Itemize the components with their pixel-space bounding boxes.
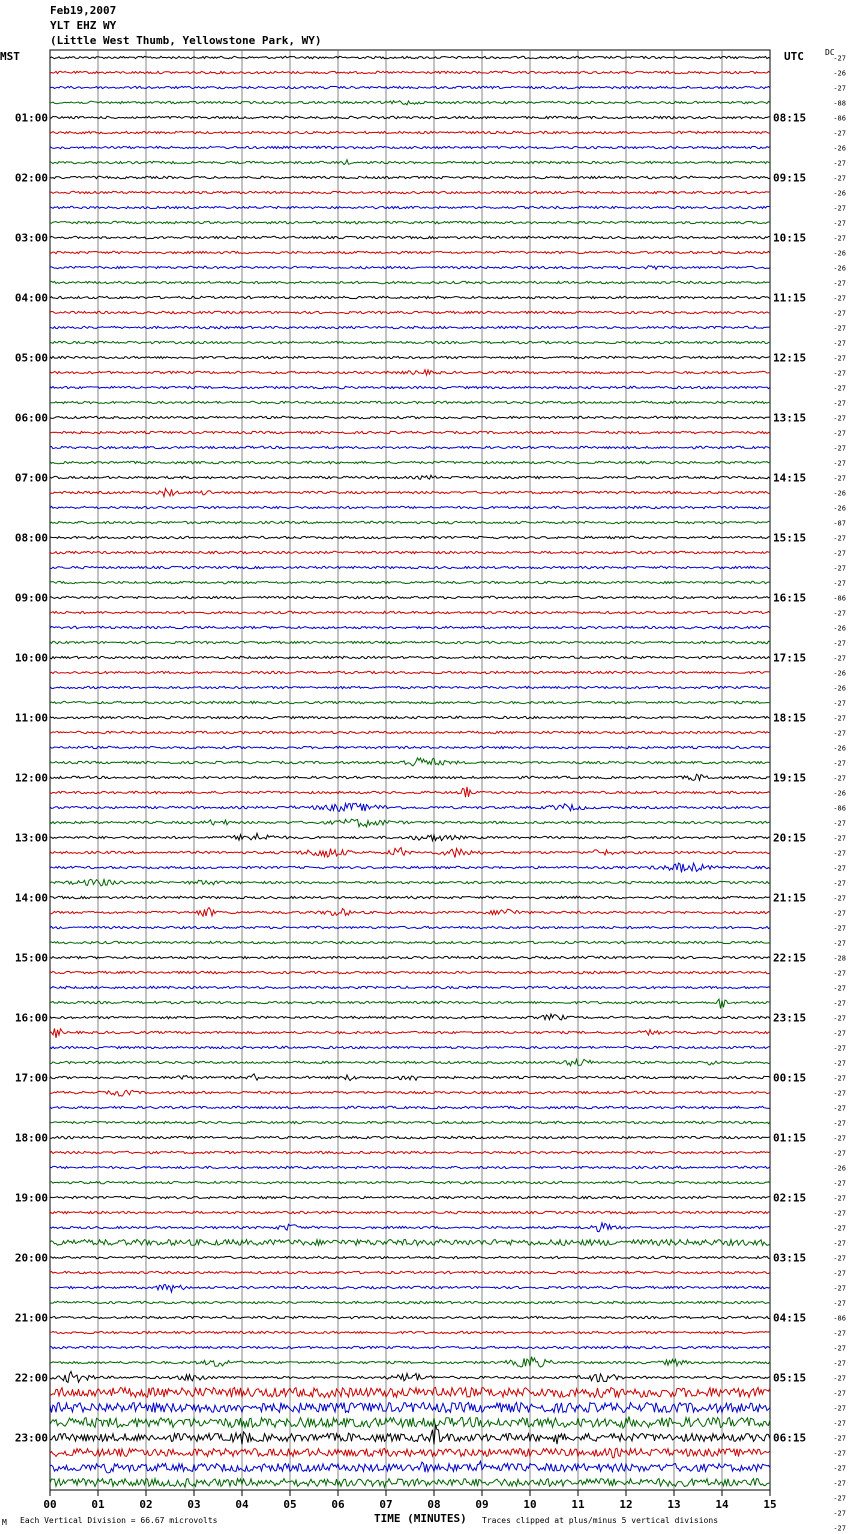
dc-offset-label: -27 — [833, 234, 846, 243]
seismic-trace — [50, 221, 770, 223]
dc-offset-label: -27 — [833, 1359, 846, 1368]
seismic-trace — [50, 431, 770, 433]
seismic-trace — [50, 731, 770, 733]
seismic-trace — [50, 146, 770, 148]
seismic-trace — [50, 1357, 770, 1367]
dc-offset-label: -27 — [833, 1269, 846, 1278]
dc-offset-label: -27 — [833, 339, 846, 348]
hour-label-utc: 14:15 — [773, 471, 807, 485]
dc-offset-label: -27 — [833, 864, 846, 873]
seismic-trace — [50, 1403, 770, 1413]
dc-offset-label: -27 — [833, 1239, 846, 1248]
seismic-trace — [50, 131, 770, 133]
x-tick-label: 08 — [427, 1498, 441, 1511]
dc-offset-label: -27 — [833, 159, 846, 168]
seismic-trace — [50, 819, 770, 827]
hour-label-utc: 11:15 — [773, 291, 807, 305]
seismic-trace — [50, 787, 770, 797]
seismic-trace — [50, 551, 770, 553]
x-tick-label: 09 — [475, 1498, 489, 1511]
seismic-trace — [50, 863, 770, 872]
dc-offset-label: -27 — [833, 1089, 846, 1098]
hour-label-utc: 00:15 — [773, 1071, 807, 1085]
dc-offset-label: -26 — [833, 669, 846, 678]
dc-offset-label: -27 — [833, 654, 846, 663]
dc-offset-label: -27 — [833, 129, 846, 138]
dc-offset-label: -27 — [833, 1284, 846, 1293]
dc-offset-label: -27 — [833, 474, 846, 483]
seismic-trace — [50, 206, 770, 208]
dc-offset-label: -27 — [833, 999, 846, 1008]
hour-label-mst: 06:00 — [14, 411, 48, 425]
hour-label-mst: 07:00 — [14, 471, 48, 485]
dc-offset-label: -27 — [833, 1479, 846, 1488]
dc-offset-label: -27 — [833, 924, 846, 933]
dc-offset-label: -27 — [833, 279, 846, 288]
hour-label-mst: 14:00 — [14, 891, 48, 905]
seismic-trace — [50, 191, 770, 193]
hour-label-utc: 08:15 — [773, 111, 807, 125]
hour-label-utc: 23:15 — [773, 1011, 807, 1025]
left-timezone-label: MST — [0, 50, 20, 63]
hour-label-utc: 20:15 — [773, 831, 807, 845]
dc-offset-label: -27 — [833, 444, 846, 453]
x-tick-label: 12 — [619, 1498, 633, 1511]
x-tick-label: 00 — [43, 1498, 57, 1511]
dc-offset-label: -27 — [833, 399, 846, 408]
seismic-trace — [50, 251, 770, 253]
seismic-trace — [50, 475, 770, 479]
seismic-trace — [50, 1316, 770, 1318]
dc-offset-label: -27 — [833, 549, 846, 558]
seismic-trace — [50, 281, 770, 283]
dc-offset-label: -27 — [833, 714, 846, 723]
x-tick-label: 01 — [91, 1498, 105, 1511]
seismic-trace — [50, 1271, 770, 1273]
seismic-trace — [50, 656, 770, 658]
plot-date: Feb19,2007 — [50, 4, 117, 17]
x-tick-label: 05 — [283, 1498, 297, 1511]
seismic-trace — [50, 1417, 770, 1429]
dc-offset-label: -27 — [833, 699, 846, 708]
x-axis — [43, 1490, 776, 1511]
hour-label-mst: 02:00 — [14, 171, 48, 185]
dc-offset-label: -27 — [833, 1509, 846, 1518]
hour-label-utc: 01:15 — [773, 1131, 807, 1145]
right-timezone-label: UTC — [784, 50, 804, 63]
x-tick-label: 06 — [331, 1498, 345, 1511]
seismic-trace — [50, 848, 770, 858]
dc-offset-label: -27 — [833, 1524, 846, 1533]
dc-offset-label: -26 — [833, 1164, 846, 1173]
dc-offset-label: -87 — [833, 519, 846, 528]
station-location: (Little West Thumb, Yellowstone Park, WY) — [50, 34, 322, 47]
hour-label-mst: 05:00 — [14, 351, 48, 365]
seismic-trace — [50, 671, 770, 673]
hour-label-mst: 13:00 — [14, 831, 48, 845]
seismic-trace — [50, 941, 770, 943]
dc-offset-label: -27 — [833, 174, 846, 183]
seismic-trace — [50, 566, 770, 568]
seismic-trace — [50, 1106, 770, 1108]
dc-offset-label: -27 — [833, 729, 846, 738]
dc-offset-label: -27 — [833, 834, 846, 843]
seismic-trace — [50, 341, 770, 343]
hour-label-mst: 11:00 — [14, 711, 48, 725]
dc-offset-label: -86 — [833, 804, 846, 813]
dc-offset-label: -27 — [833, 219, 846, 228]
x-tick-label: 07 — [379, 1498, 393, 1511]
trace-group — [50, 56, 770, 1487]
dc-offset-label: -26 — [833, 144, 846, 153]
seismic-trace — [50, 626, 770, 628]
seismic-trace — [50, 701, 770, 703]
hour-label-mst: 18:00 — [14, 1131, 48, 1145]
dc-offset-label: -28 — [833, 954, 846, 963]
seismic-trace — [50, 581, 770, 583]
seismic-trace — [50, 461, 770, 463]
hour-label-utc: 21:15 — [773, 891, 807, 905]
seismic-trace — [50, 296, 770, 298]
dc-offset-label: -26 — [833, 189, 846, 198]
dc-offset-label: -27 — [833, 849, 846, 858]
dc-offset-label: -27 — [833, 1194, 846, 1203]
dc-offset-label: -27 — [833, 639, 846, 648]
seismic-trace — [50, 1301, 770, 1303]
seismic-trace — [50, 596, 770, 598]
seismic-trace — [50, 1136, 770, 1138]
dc-offset-label: -27 — [833, 819, 846, 828]
dc-offset-label: -26 — [833, 489, 846, 498]
seismic-trace — [50, 416, 770, 418]
dc-offset-label: -27 — [833, 369, 846, 378]
hour-label-utc: 05:15 — [773, 1371, 807, 1385]
seismic-trace — [50, 1059, 770, 1066]
hour-label-utc: 18:15 — [773, 711, 807, 725]
seismic-trace — [50, 176, 770, 178]
dc-offset-label: -27 — [833, 984, 846, 993]
hour-label-mst: 22:00 — [14, 1371, 48, 1385]
seismic-trace — [50, 1240, 770, 1246]
seismic-trace — [50, 1448, 770, 1458]
seismic-trace — [50, 521, 770, 523]
dc-offset-label: -27 — [833, 1464, 846, 1473]
dc-offset-label: -27 — [833, 309, 846, 318]
seismic-trace — [50, 686, 770, 688]
dc-offset-label: -26 — [833, 744, 846, 753]
hour-label-utc: 22:15 — [773, 951, 807, 965]
seismic-trace — [50, 1371, 770, 1382]
x-tick-label: 15 — [763, 1498, 777, 1511]
seismic-trace — [50, 1074, 770, 1081]
dc-offset-label: -27 — [833, 414, 846, 423]
seismic-trace — [50, 1046, 770, 1048]
seismic-trace — [50, 266, 770, 270]
dc-offset-label: -27 — [833, 1374, 846, 1383]
dc-offset-label: -86 — [833, 1314, 846, 1323]
seismic-trace — [50, 86, 770, 88]
dc-offset-label: -26 — [833, 624, 846, 633]
dc-offset-label: -26 — [833, 249, 846, 258]
dc-offset-label: -27 — [833, 1254, 846, 1263]
seismic-trace — [50, 311, 770, 313]
hour-label-utc: 12:15 — [773, 351, 807, 365]
dc-offset-label: -27 — [833, 1119, 846, 1128]
dc-offset-label: -27 — [833, 459, 846, 468]
x-axis-title: TIME (MINUTES) — [374, 1512, 467, 1525]
dc-offset-label: -26 — [833, 504, 846, 513]
seismic-trace — [50, 1461, 770, 1473]
seismic-trace — [50, 1285, 770, 1292]
seismic-trace — [50, 879, 770, 886]
seismic-trace — [50, 1425, 770, 1445]
hour-label-mst: 20:00 — [14, 1251, 48, 1265]
dc-offset-label: -27 — [833, 384, 846, 393]
seismic-trace — [50, 956, 770, 958]
hour-label-utc: 10:15 — [773, 231, 807, 245]
seismic-trace — [50, 536, 770, 538]
dc-offset-label: -27 — [833, 564, 846, 573]
dc-offset-label: -27 — [833, 1434, 846, 1443]
hour-label-utc: 02:15 — [773, 1191, 807, 1205]
dc-offset-label: -26 — [833, 684, 846, 693]
dc-offset-label: -27 — [833, 294, 846, 303]
x-tick-label: 04 — [235, 1498, 249, 1511]
seismic-trace — [50, 1028, 770, 1038]
dc-offset-label: -27 — [833, 579, 846, 588]
seismic-trace — [50, 1166, 770, 1168]
hour-label-mst: 10:00 — [14, 651, 48, 665]
dc-offset-label: -27 — [833, 969, 846, 978]
seismic-trace — [50, 833, 770, 840]
dc-offset-label: -27 — [833, 939, 846, 948]
seismic-trace — [50, 1387, 770, 1397]
dc-offset-label: -27 — [833, 1404, 846, 1413]
dc-offset-label: -27 — [833, 84, 846, 93]
seismic-trace — [50, 356, 770, 358]
seismic-trace — [50, 971, 770, 973]
dc-offset-label: -27 — [833, 1134, 846, 1143]
seismic-trace — [50, 1090, 770, 1096]
seismic-trace — [50, 1196, 770, 1198]
seismic-trace — [50, 986, 770, 988]
dc-label: DC — [825, 48, 835, 57]
hour-label-utc: 03:15 — [773, 1251, 807, 1265]
dc-offset-label: -27 — [833, 879, 846, 888]
scale-note: Each Vertical Division = 66.67 microvolts — [20, 1516, 218, 1525]
x-tick-label: 13 — [667, 1498, 681, 1511]
seismic-trace — [50, 1346, 770, 1348]
dc-offset-label: -27 — [833, 774, 846, 783]
dc-offset-labels — [833, 55, 846, 1534]
dc-offset-label: -27 — [833, 1344, 846, 1353]
dc-offset-label: -27 — [833, 1224, 846, 1233]
hour-label-mst: 04:00 — [14, 291, 48, 305]
seismic-trace — [50, 1121, 770, 1123]
dc-offset-label: -27 — [833, 894, 846, 903]
dc-offset-label: -27 — [833, 609, 846, 618]
dc-offset-label: -27 — [833, 534, 846, 543]
hour-label-mst: 08:00 — [14, 531, 48, 545]
dc-offset-label: -26 — [833, 264, 846, 273]
dc-offset-label: -27 — [833, 1044, 846, 1053]
hour-label-utc: 09:15 — [773, 171, 807, 185]
seismic-trace — [50, 908, 770, 917]
seismic-trace — [50, 160, 770, 165]
dc-offset-label: -27 — [833, 324, 846, 333]
hour-label-utc: 04:15 — [773, 1311, 807, 1325]
seismic-trace — [50, 1014, 770, 1020]
seismic-trace — [50, 758, 770, 766]
hour-label-mst: 16:00 — [14, 1011, 48, 1025]
dc-offset-label: -27 — [833, 1389, 846, 1398]
x-tick-label: 10 — [523, 1498, 537, 1511]
seismic-trace — [50, 56, 770, 58]
dc-offset-label: -27 — [833, 54, 846, 63]
dc-offset-label: -27 — [833, 1179, 846, 1188]
dc-offset-label: -27 — [833, 1209, 846, 1218]
seismic-trace — [50, 641, 770, 643]
seismic-trace — [50, 1223, 770, 1232]
dc-offset-label: -27 — [833, 1014, 846, 1023]
dc-offset-label: -27 — [833, 429, 846, 438]
dc-offset-label: -27 — [833, 204, 846, 213]
hour-label-mst: 23:00 — [14, 1431, 48, 1445]
seismic-trace — [50, 71, 770, 73]
seismic-trace — [50, 1256, 770, 1258]
hour-label-mst: 21:00 — [14, 1311, 48, 1325]
dc-offset-label: -27 — [833, 1329, 846, 1338]
hour-label-mst: 12:00 — [14, 771, 48, 785]
seismic-trace — [50, 1331, 770, 1333]
dc-offset-label: -27 — [833, 354, 846, 363]
x-tick-label: 02 — [139, 1498, 153, 1511]
seismic-trace — [50, 999, 770, 1008]
seismic-trace — [50, 116, 770, 118]
seismic-trace — [50, 926, 770, 928]
seismic-trace — [50, 506, 770, 508]
hour-label-mst: 09:00 — [14, 591, 48, 605]
station-code: YLT EHZ WY — [50, 19, 117, 32]
dc-offset-label: -27 — [833, 1419, 846, 1428]
dc-offset-label: -27 — [833, 759, 846, 768]
dc-offset-label: -27 — [833, 1149, 846, 1158]
seismic-trace — [50, 803, 770, 811]
seismic-trace — [50, 326, 770, 328]
dc-offset-label: -27 — [833, 1299, 846, 1308]
seismic-trace — [50, 386, 770, 388]
dc-offset-label: -27 — [833, 1104, 846, 1113]
hour-label-mst: 15:00 — [14, 951, 48, 965]
seismic-trace — [50, 746, 770, 748]
seismic-trace — [50, 774, 770, 780]
dc-offset-label: -26 — [833, 789, 846, 798]
x-tick-label: 11 — [571, 1498, 585, 1511]
dc-offset-label: -86 — [833, 594, 846, 603]
seismic-trace — [50, 1181, 770, 1183]
hour-label-mst: 01:00 — [14, 111, 48, 125]
dc-offset-label: -86 — [833, 114, 846, 123]
seismic-trace — [50, 896, 770, 898]
dc-offset-label: -27 — [833, 1074, 846, 1083]
seismic-trace — [50, 101, 770, 105]
dc-offset-label: -27 — [833, 909, 846, 918]
dc-offset-label: -26 — [833, 69, 846, 78]
seismic-trace — [50, 370, 770, 375]
dc-offset-label: -88 — [833, 99, 846, 108]
seismic-trace — [50, 716, 770, 718]
seismic-trace — [50, 489, 770, 497]
hour-label-utc: 16:15 — [773, 591, 807, 605]
seismic-trace — [50, 1479, 770, 1488]
x-tick-label: 14 — [715, 1498, 729, 1511]
seismic-trace — [50, 401, 770, 403]
seismic-trace — [50, 611, 770, 613]
seismic-trace — [50, 1211, 770, 1213]
dc-offset-label: -27 — [833, 1029, 846, 1038]
clip-note: Traces clipped at plus/minus 5 vertical divisions — [482, 1516, 719, 1525]
dc-offset-label: -27 — [833, 1494, 846, 1503]
hour-label-utc: 19:15 — [773, 771, 807, 785]
scale-mark: M — [2, 1518, 7, 1527]
hour-label-mst: 19:00 — [14, 1191, 48, 1205]
hour-label-utc: 15:15 — [773, 531, 807, 545]
seismic-trace — [50, 1151, 770, 1153]
dc-offset-label: -27 — [833, 1059, 846, 1068]
x-tick-label: 03 — [187, 1498, 201, 1511]
seismic-trace — [50, 236, 770, 238]
hour-label-mst: 17:00 — [14, 1071, 48, 1085]
dc-offset-label: -27 — [833, 1449, 846, 1458]
hour-label-utc: 13:15 — [773, 411, 807, 425]
hour-label-mst: 03:00 — [14, 231, 48, 245]
hour-label-utc: 17:15 — [773, 651, 807, 665]
hour-label-utc: 06:15 — [773, 1431, 807, 1445]
seismic-trace — [50, 446, 770, 448]
